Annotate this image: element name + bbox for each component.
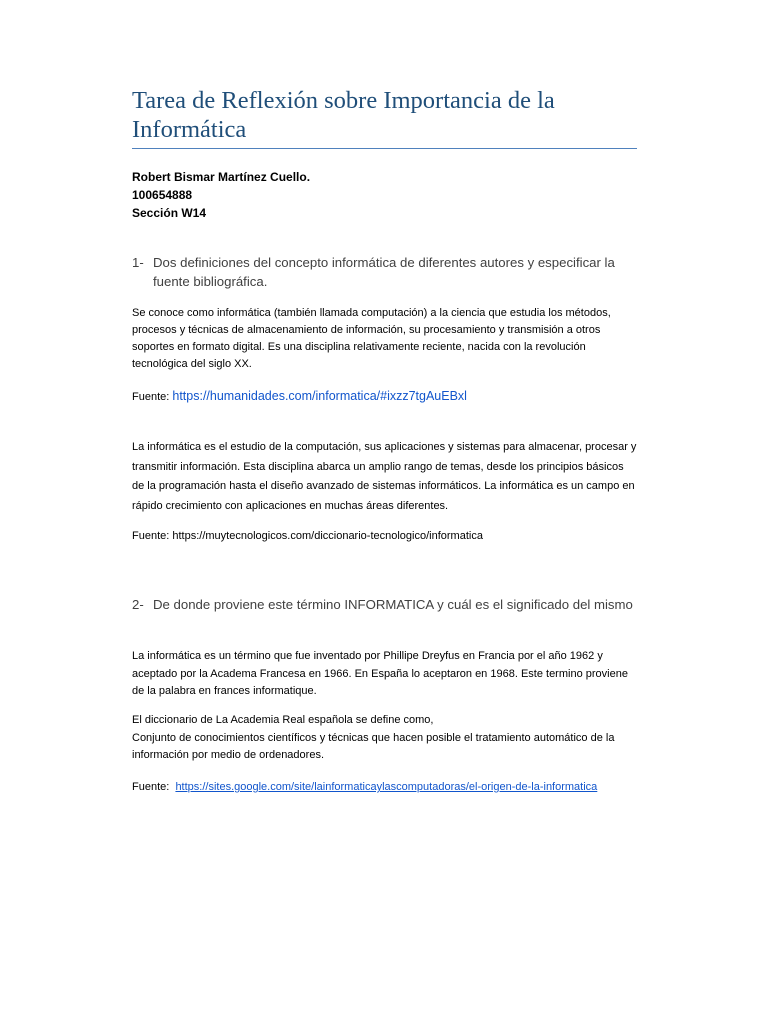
section-2-source-label: Fuente: (132, 781, 170, 793)
student-id: 100654888 (132, 188, 193, 202)
source-1-label: Fuente: (132, 391, 170, 403)
section-1-heading (132, 253, 642, 291)
section-1-source-2: Fuente: https://muytecnologicos.com/diccionario-tecnologico/informatica (132, 530, 483, 542)
title-underline-rule (132, 148, 637, 149)
section-2-paragraph-2-line-2: Conjunto de conocimientos científicos y técnicas que hacen posible el tratamiento automático de la información por medio de ordenadores. (132, 731, 615, 761)
author-name: Robert Bismar Martínez Cuello. (132, 170, 311, 184)
section-2-heading (132, 595, 642, 614)
section-code: Sección W14 (132, 206, 207, 220)
section-2-number: 2- (132, 597, 144, 612)
section-2-paragraph-2 (132, 712, 637, 765)
document-title: Tarea de Reflexión sobre Importancia de la Informática (132, 87, 555, 143)
section-1-heading-text: Dos definiciones del concepto informática de diferentes autores y especificar la fuente bibliográfica. (153, 255, 615, 289)
source-1-link[interactable]: https://humanidades.com/informatica/#ixzz7tgAuEBxl (172, 389, 467, 403)
section-1-paragraph-2: La informática es el estudio de la computación, sus aplicaciones y sistemas para almacenar, procesar y transmitir información. Esta disciplina abarca un amplio rango de temas, desde los principios básicos de la programación hasta el diseño avanzado de sistemas informáticos. La informática es un campo en rápido crecimiento con aplicaciones en muchas áreas diferentes. (132, 441, 637, 512)
section-2-paragraph-2-line-1: El diccionario de La Academia Real española se define como, (132, 714, 434, 726)
section-2-paragraph-1: La informática es un término que fue inventado por Phillipe Dreyfus en Francia por el año 1962 y aceptado por la Academa Francesa en 1966. En España lo aceptaron en 1968. Este termino proviene de la palabra en frances informatique. (132, 650, 628, 697)
section-2-heading-text: De donde proviene este término INFORMATICA y cuál es el significado del mismo (153, 597, 633, 612)
section-1-source-1 (132, 388, 467, 406)
section-2-source-link[interactable]: https://sites.google.com/site/lainformaticaylascomputadoras/el-origen-de-la-informatica (175, 781, 598, 793)
author-block (132, 168, 310, 222)
section-1-paragraph-1: Se conoce como informática (también llamada computación) a la ciencia que estudia los métodos, procesos y técnicas de almacenamiento de información, su procesamiento y transmisión a otros soportes en formato digital. Es una disciplina relativamente reciente, nacida con la revolución tecnológica del siglo XX. (132, 307, 611, 370)
section-2-source (132, 778, 602, 796)
section-1-number: 1- (132, 255, 144, 270)
